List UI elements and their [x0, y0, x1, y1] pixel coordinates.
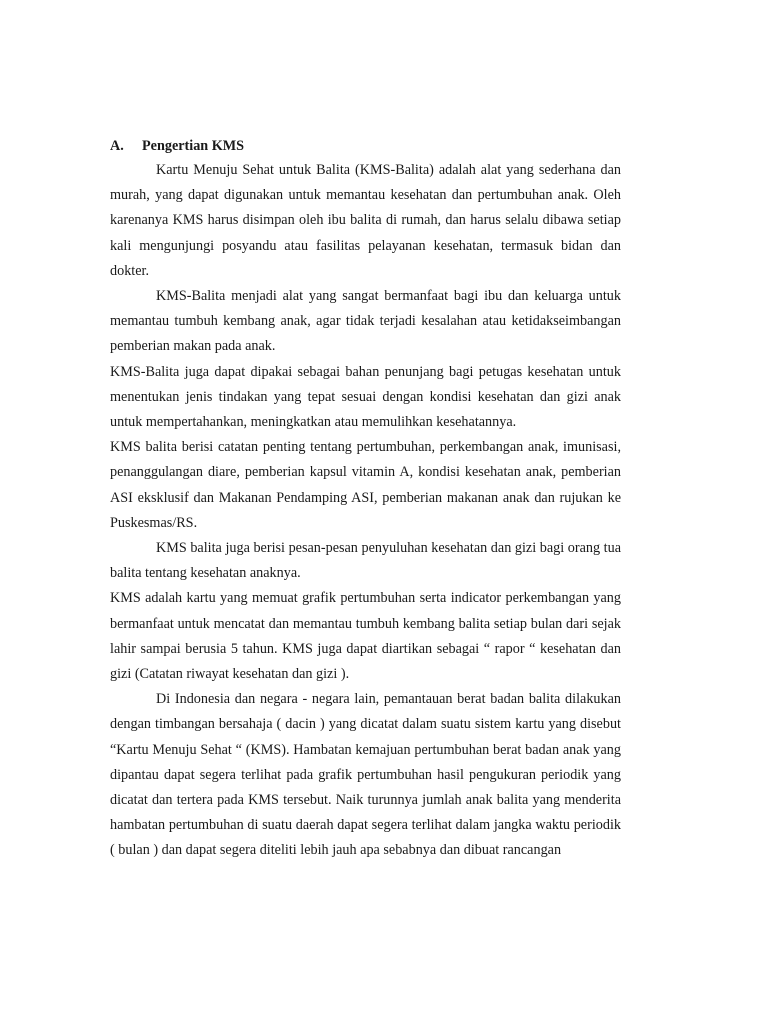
paragraph-kms-definition: Kartu Menuju Sehat untuk Balita (KMS-Balita) adalah alat yang sederhana dan murah, yang dapat digunakan untuk memantau kesehatan dan pertumbuhan anak. Oleh karenanya KMS harus disimpan oleh ibu balita di rumah, dan harus selalu dibawa setiap kali mengunjungi posyandu atau fasilitas pelayanan kesehatan, termasuk bidan dan dokter. [110, 162, 621, 279]
section-heading [110, 136, 621, 156]
paragraph-kms-health-worker: KMS-Balita juga dapat dipakai sebagai bahan penunjang bagi petugas kesehatan untuk menentukan jenis tindakan yang tepat sesuai dengan kondisi kesehatan dan gizi anak untuk mempertahankan, meningkatkan atau memulihkan kesehatannya. [110, 363, 621, 431]
paragraph-kms-growth-chart: KMS adalah kartu yang memuat grafik pertumbuhan serta indicator perkembangan yang bermanfaat untuk mencatat dan memantau tumbuh kembang balita setiap bulan dari sejak lahir sampai berusia 5 tahun. KMS juga dapat diartikan sebagai “ rapor “ kesehatan dan gizi (Catatan riwayat kesehatan dan gizi ). [110, 590, 621, 683]
section-title: Pengertian KMS [142, 138, 245, 154]
paragraph-kms-benefit: KMS-Balita menjadi alat yang sangat bermanfaat bagi ibu dan keluarga untuk memantau tumbuh kembang anak, agar tidak terjadi kesalahan atau ketidakseimbangan pemberian makan pada anak. [110, 288, 621, 355]
paragraph-kms-messages: KMS balita juga berisi pesan-pesan penyuluhan kesehatan dan gizi bagi orang tua balita tentang kesehatan anaknya. [110, 540, 621, 582]
document-page [110, 136, 621, 864]
section-number: A. [110, 138, 124, 154]
paragraph-kms-indonesia: Di Indonesia dan negara - negara lain, pemantauan berat badan balita dilakukan dengan timbangan bersahaja ( dacin ) yang dicatat dalam suatu sistem kartu yang disebut “Kartu Menuju Sehat “ (KMS). Hambatan kemajuan pertumbuhan berat badan anak yang dipantau dapat segera terlihat pada grafik pertumbuhan hasil pengukuran periodik yang dicatat dan tertera pada KMS tersebut. Naik turunnya jumlah anak balita yang menderita hambatan pertumbuhan di suatu daerah dapat segera terlihat dalam jangka waktu periodik ( bulan ) dan dapat segera diteliti lebih jauh apa sebabnya dan dibuat rancangan [110, 691, 621, 859]
paragraph-kms-contents: KMS balita berisi catatan penting tentang pertumbuhan, perkembangan anak, imunisasi, penanggulangan diare, pemberian kapsul vitamin A, kondisi kesehatan anak, pemberian ASI eksklusif dan Makanan Pendamping ASI, pemberian makanan anak dan rujukan ke Puskesmas/RS. [110, 439, 621, 531]
